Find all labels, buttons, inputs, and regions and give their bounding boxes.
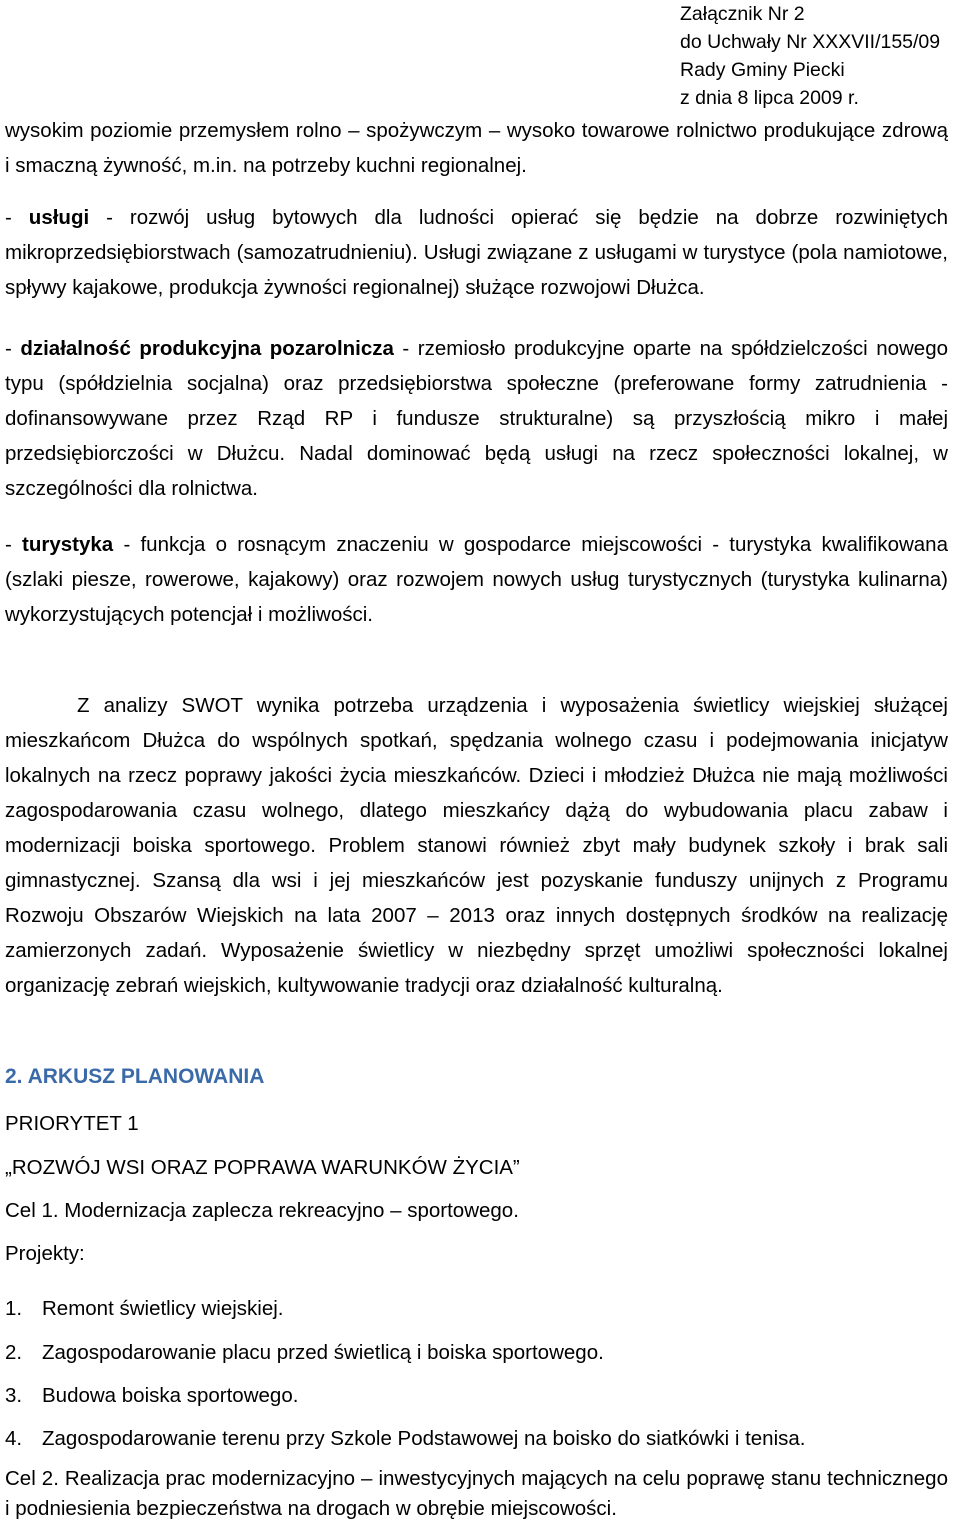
list-item (5, 1422, 805, 1456)
paragraph-tourism (5, 527, 948, 632)
priority-name: „ROZWÓJ WSI ORAZ POPRAWA WARUNKÓW ŻYCIA” (5, 1156, 520, 1179)
list-number: 1. (5, 1297, 23, 1320)
projects-label: Projekty: (5, 1242, 85, 1265)
paragraph-industry: wysokim poziomie przemysłem rolno – spożywczym – wysoko towarowe rolnictwo produkujące zdrową i smaczną żywność, m.in. na potrzeby kuchni regionalnej. (5, 119, 948, 177)
list-number: 4. (5, 1427, 23, 1450)
section-title: 2. ARKUSZ PLANOWANIA (5, 1065, 265, 1088)
nonagricultural-text: - rzemiosło produkcyjne oparte na spółdzielczości nowego typu (spółdzielnia socjalna) oraz przedsiębiorstwa społeczne (preferowane formy zatrudnienia - dofinansowywane przez Rząd RP i fundusze strukturalne) są przyszłością mikro i małej przedsiębiorczości w Dłużcu. Nadal dominować będą usługi na rzecz społeczności lokalnej, w szczególności dla rolnictwa. (5, 337, 948, 500)
list-number: 3. (5, 1384, 23, 1407)
goal-1: Cel 1. Modernizacja zaplecza rekreacyjno – sportowego. (5, 1199, 519, 1222)
list-text: Budowa boiska sportowego. (42, 1384, 299, 1407)
list-text: Zagospodarowanie terenu przy Szkole Podstawowej na boisko do siatkówki i tenisa. (42, 1427, 806, 1450)
resolution-number: do Uchwały Nr XXXVII/155/09 (680, 31, 941, 53)
services-text: - rozwój usług bytowych dla ludności opierać się będzie na dobrze rozwiniętych mikroprzedsiębiorstwach (samozatrudnieniu). Usługi związane z usługami w turystyce (pola namiotowe, spływy kajakowe, produkcja żywności regionalnej) służące rozwojowi Dłużca. (5, 206, 948, 299)
term-nonagricultural: działalność produkcyjna pozarolnicza (20, 337, 394, 360)
dash: - (5, 206, 29, 229)
dash: - (5, 533, 23, 556)
priority-label: PRIORYTET 1 (5, 1112, 139, 1135)
list-item (5, 1379, 298, 1413)
list-text: Remont świetlicy wiejskiej. (42, 1297, 284, 1320)
list-item (5, 1292, 284, 1326)
term-services: usługi (28, 206, 90, 229)
paragraph-nonagricultural (5, 331, 948, 506)
list-number: 2. (5, 1341, 23, 1364)
annex-number: Załącznik Nr 2 (680, 3, 805, 25)
annex-header (680, 0, 960, 112)
list-text: Zagospodarowanie placu przed świetlicą i boiska sportowego. (42, 1341, 604, 1364)
dash: - (5, 337, 21, 360)
tourism-text: - funkcja o rosnącym znaczeniu w gospodarce miejscowości - turystyka kwalifikowana (szlaki piesze, rowerowe, kajakowy) oraz rozwojem nowych usług turystycznych (turystyka kulinarna) wykorzystujących potencjał i możliwości. (5, 533, 948, 626)
list-item (5, 1336, 604, 1370)
paragraph-swot: Z analizy SWOT wynika potrzeba urządzenia i wyposażenia świetlicy wiejskiej służącej mieszkańcom Dłużca do wspólnych spotkań, spędzania wolnego czasu i podejmowania inicjatyw lokalnych na rzecz poprawy jakości życia mieszkańców. Dzieci i młodzież Dłużca nie mają możliwości zagospodarowania czasu wolnego, dlatego mieszkańcy dążą do wybudowania placu zabaw i modernizacji boiska sportowego. Problem stanowi również zbyt mały budynek szkoły i brak sali gimnastycznej. Szansą dla wsi i jej mieszkańców jest pozyskanie funduszy unijnych z Programu Rozwoju Obszarów Wiejskich na lata 2007 – 2013 oraz innych dostępnych środków na realizację zamierzonych zadań. Wyposażenie świetlicy w niezbędny sprzęt umożliwi społeczności lokalnej organizację zebrań wiejskich, kultywowanie tradycji oraz działalność kulturalną. (5, 694, 948, 997)
goal-2: Cel 2. Realizacja prac modernizacyjno – inwestycyjnych mających na celu poprawę stanu technicznego i podniesienia bezpieczeństwa na drogach w obrębie miejscowości. (5, 1467, 948, 1520)
resolution-date: z dnia 8 lipca 2009 r. (680, 87, 859, 109)
council-name: Rady Gminy Piecki (680, 59, 845, 81)
term-tourism: turystyka (22, 533, 114, 556)
paragraph-services (5, 200, 948, 305)
